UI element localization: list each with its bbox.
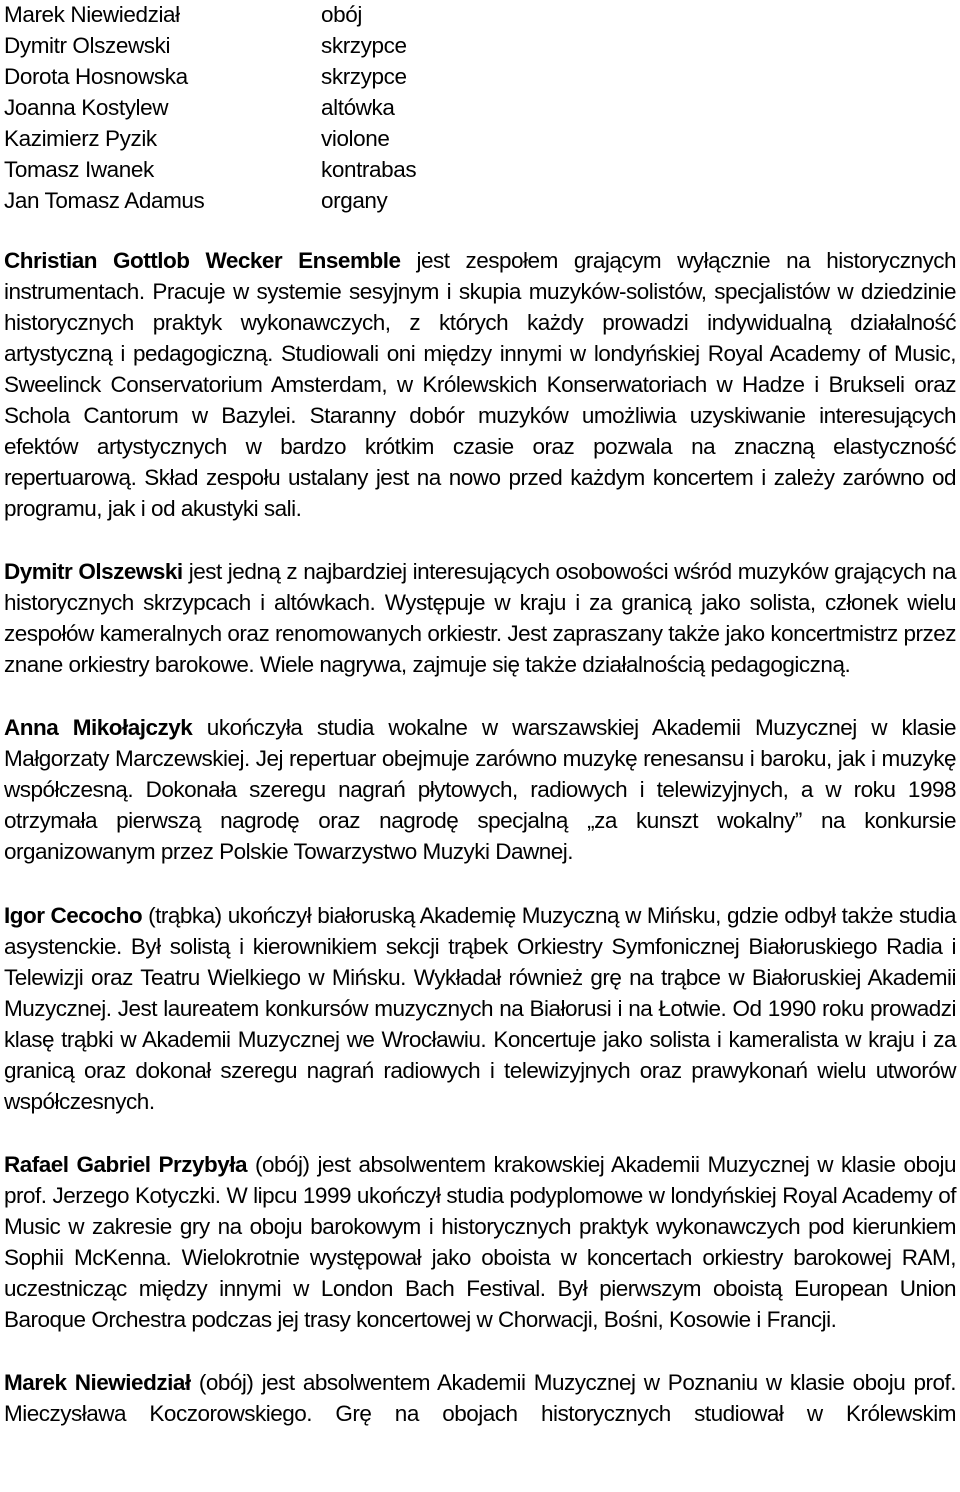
biography-name: Rafael Gabriel Przybyła — [4, 1152, 248, 1177]
biography-text: (obój) jest absolwentem Akademii Muzycznej w Poznaniu w klasie oboju prof. Mieczysława Koczorowskiego. Grę na obojach historycznych studiował w Królewskim — [4, 1370, 956, 1426]
musician-instrument: violone — [321, 126, 390, 151]
biography-niewiedzial — [4, 1367, 956, 1460]
musician-name: Jan Tomasz Adamus — [4, 188, 205, 213]
roster-row — [4, 154, 956, 185]
ensemble-roster — [4, 0, 956, 216]
roster-row — [4, 61, 956, 92]
biography-text: jest jedną z najbardziej interesujących osobowości wśród muzyków grających na historycznych skrzypcach i altówkach. Występuje w kraju i za granicą jako solista, członek wielu zespołów kameralnych oraz renomowanych orkiestr. Jest zapraszany także jako koncertmistrz przez znane orkiestry barokowe. Wiele nagrywa, zajmuje się także działalnością pedagogiczną. — [4, 559, 956, 677]
musician-name: Tomasz Iwanek — [4, 157, 154, 182]
roster-row — [4, 92, 956, 123]
biography-name: Igor Cecocho — [4, 903, 143, 928]
biography-text: ukończyła studia wokalne w warszawskiej Akademii Muzycznej w klasie Małgorzaty Marczewskiej. Jej repertuar obejmuje zarówno muzykę renesansu i baroku, jak i muzykę współczesną. Dokonała szeregu nagrań płytowych, radiowych i telewizyjnych, a w roku 1998 otrzymała pierwszą nagrodę oraz nagrodę specjalną „za kunszt wokalny” na konkursie organizowanym przez Polskie Towarzystwo Muzyki Dawnej. — [4, 715, 956, 864]
musician-name: Dorota Hosnowska — [4, 64, 188, 89]
roster-row — [4, 30, 956, 61]
musician-instrument: organy — [321, 188, 388, 213]
biography-cecocho — [4, 900, 956, 1117]
biography-text: (trąbka) ukończył białoruską Akademię Muzyczną w Mińsku, gdzie odbył także studia asystenckie. Był solistą i kierownikiem sekcji trąbek Orkiestry Symfonicznej Białoruskiego Radia i Telewizji oraz Teatru Wielkiego w Mińsku. Wykładał również grę na trąbce w Białoruskiej Akademii Muzycznej. Jest laureatem konkursów muzycznych na Białorusi i na Łotwie. Od 1990 roku prowadzi klasę trąbki w Akademii Muzycznej we Wrocławiu. Koncertuje jako solista i kameralista w kraju i za granicą oraz dokonał szeregu nagrań radiowych i telewizyjnych oraz prawykonań wielu utworów współczesnych. — [4, 903, 956, 1114]
ensemble-description-text: jest zespołem grającym wyłącznie na historycznych instrumentach. Pracuje w systemie sesyjnym i skupia muzyków-solistów, specjalistów w dziedzinie historycznych praktyk wykonawczych, z których każdy prowadzi indywidualną działalność artystyczną i pedagogiczną. Studiowali oni między innymi w londyńskiej Royal Academy of Music, Sweelinck Conservatorium Amsterdam, w Królewskich Konserwatoriach w Hadze i Brukseli oraz Schola Cantorum w Bazylei. Staranny dobór muzyków umożliwia uzyskiwanie interesujących efektów artystycznych w bardzo krótkim czasie oraz pozwala na znaczną elastyczność repertuarową. Skład zespołu ustalany jest na nowo przed każdym koncertem i zależy zarówno od programu, jak i od akustyki sali. — [4, 248, 957, 521]
musician-name: Dymitr Olszewski — [4, 33, 171, 58]
biography-name: Dymitr Olszewski — [4, 559, 183, 584]
musician-instrument: skrzypce — [321, 64, 407, 89]
musician-instrument: obój — [321, 2, 362, 27]
musician-name: Kazimierz Pyzik — [4, 126, 157, 151]
biography-mikolajczyk — [4, 712, 956, 867]
biography-name: Anna Mikołajczyk — [4, 715, 193, 740]
biography-name: Marek Niewiedział — [4, 1370, 191, 1395]
biography-olszewski — [4, 556, 956, 680]
biography-text: (obój) jest absolwentem krakowskiej Akademii Muzycznej w klasie oboju prof. Jerzego Kotyczki. W lipcu 1999 ukończył studia podyplomowe w londyńskiej Royal Academy of Music w zakresie gry na oboju barokowym i historycznych praktyk wykonawczych pod kierunkiem Sophii McKenna. Wielokrotnie występował jako oboista w koncertach orkiestry barokowej RAM, uczestnicząc między innymi w London Bach Festival. Był pierwszym oboistą European Union Baroque Orchestra podczas jej trasy koncertowej w Chorwacji, Bośni, Kosowie i Francji. — [4, 1152, 956, 1332]
biography-przybyla — [4, 1149, 956, 1335]
musician-instrument: kontrabas — [321, 157, 417, 182]
musician-instrument: skrzypce — [321, 33, 407, 58]
roster-row — [4, 0, 956, 30]
roster-row — [4, 123, 956, 154]
musician-name: Joanna Kostylew — [4, 95, 169, 120]
ensemble-description — [4, 245, 956, 524]
ensemble-name: Christian Gottlob Wecker Ensemble — [4, 248, 401, 273]
roster-row — [4, 185, 956, 216]
musician-name: Marek Niewiedział — [4, 2, 180, 27]
musician-instrument: altówka — [321, 95, 395, 120]
